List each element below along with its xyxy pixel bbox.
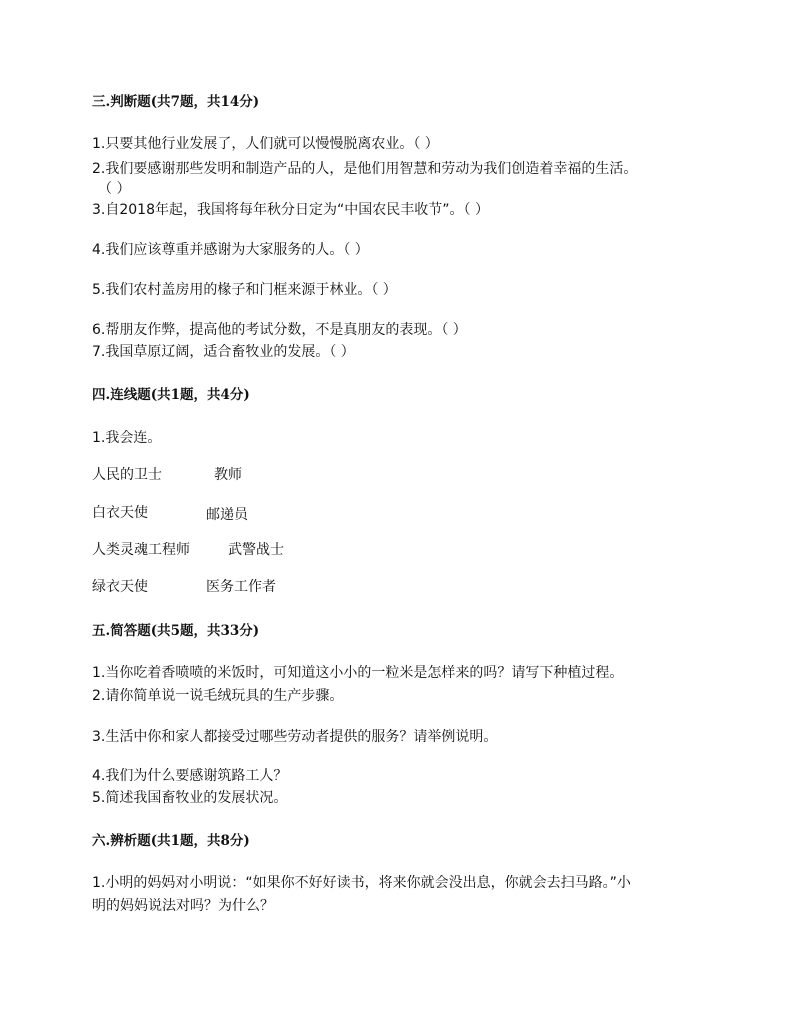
judgment-item-6: 6.帮朋友作弊，提高他的考试分数，不是真朋友的表现。（ ） <box>92 322 467 338</box>
section-heading-judgment: 三.判断题(共7题，共14分) <box>92 94 260 110</box>
analysis-item-1-line-2: 明的妈妈说法对吗？为什么？ <box>92 898 274 914</box>
section-heading-matching: 四.连线题(共1题，共4分) <box>92 387 250 403</box>
short-answer-item-1: 1.当你吃着香喷喷的米饭时，可知道这小小的一粒米是怎样来的吗？请写下种植过程。 <box>92 665 624 681</box>
section-heading-analysis: 六.辨析题(共1题，共8分) <box>92 833 250 849</box>
matching-right-item-2: 邮递员 <box>206 507 248 523</box>
judgment-item-1: 1.只要其他行业发展了，人们就可以慢慢脱离农业。（ ） <box>92 136 439 152</box>
short-answer-item-4: 4.我们为什么要感谢筑路工人？ <box>92 768 288 784</box>
matching-right-item-4: 医务工作者 <box>206 579 276 595</box>
section-heading-short-answer: 五.简答题(共5题，共33分) <box>92 623 260 639</box>
short-answer-item-2: 2.请你简单说一说毛绒玩具的生产步骤。 <box>92 688 344 704</box>
judgment-item-2: 2.我们要感谢那些发明和制造产品的人，是他们用智慧和劳动为我们创造着幸福的生活。 <box>92 161 638 177</box>
matching-left-item-4: 绿衣天使 <box>92 579 148 595</box>
judgment-item-7: 7.我国草原辽阔，适合畜牧业的发展。（ ） <box>92 344 355 360</box>
judgment-item-2-bracket: （ ） <box>98 181 131 197</box>
matching-left-item-1: 人民的卫士 <box>92 467 162 483</box>
short-answer-item-3: 3.生活中你和家人都接受过哪些劳动者提供的服务？请举例说明。 <box>92 729 498 745</box>
matching-right-item-1: 教师 <box>214 467 242 483</box>
matching-left-item-3: 人类灵魂工程师 <box>92 542 190 558</box>
analysis-item-1-line-1: 1.小明的妈妈对小明说：“如果你不好好读书，将来你就会没出息，你就会去扫马路。”小 <box>92 875 631 891</box>
judgment-item-4: 4.我们应该尊重并感谢为大家服务的人。（ ） <box>92 242 369 258</box>
matching-left-item-2: 白衣天使 <box>92 505 148 521</box>
matching-right-item-3: 武警战士 <box>228 542 284 558</box>
short-answer-item-5: 5.简述我国畜牧业的发展状况。 <box>92 790 288 806</box>
judgment-item-5: 5.我们农村盖房用的椽子和门框来源于林业。（ ） <box>92 282 397 298</box>
matching-intro: 1.我会连。 <box>92 430 162 446</box>
judgment-item-3: 3.自2018年起，我国将每年秋分日定为“中国农民丰收节”。（ ） <box>92 202 489 218</box>
